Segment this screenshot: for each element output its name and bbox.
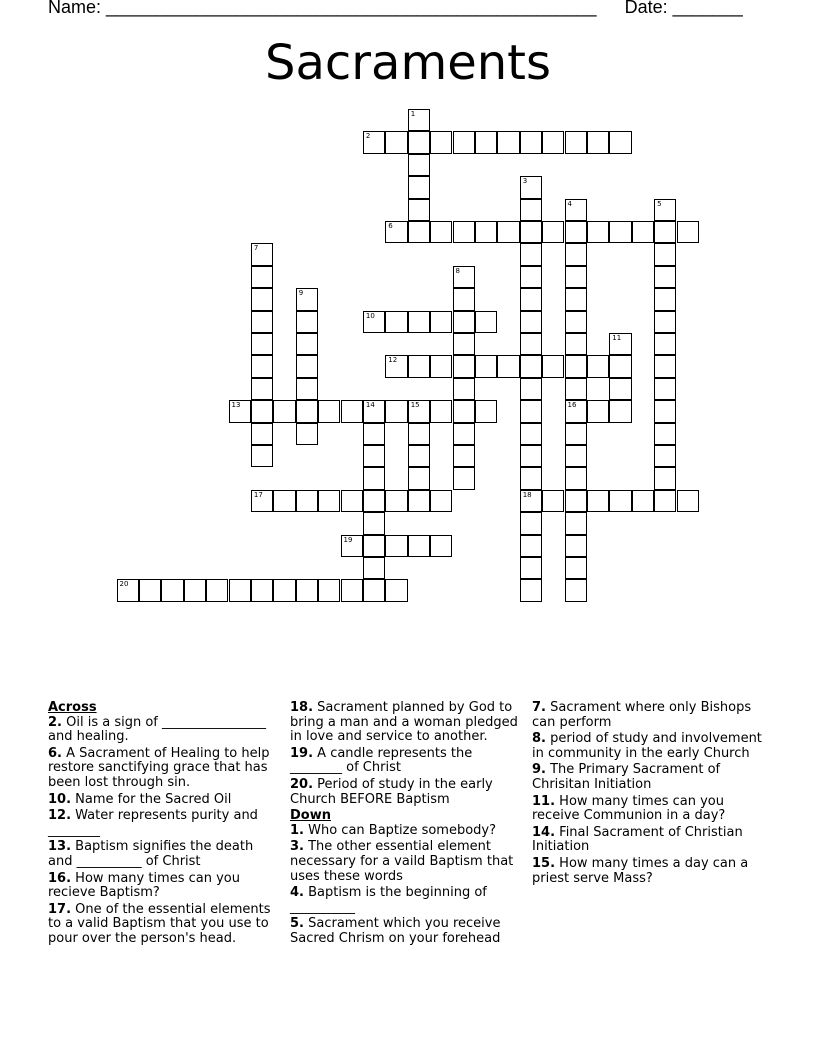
clue-number-label: 11.: [532, 793, 556, 809]
clue-number-label: 7.: [532, 700, 546, 715]
grid-cell[interactable]: [677, 221, 699, 243]
clue-item: [290, 701, 522, 745]
grid-cell[interactable]: [430, 400, 452, 422]
grid-cell[interactable]: [520, 535, 542, 557]
header: [48, 0, 743, 18]
clue-item: [532, 701, 764, 730]
clue-number-label: 19.: [290, 745, 314, 761]
grid-cell[interactable]: [341, 579, 363, 601]
clue-item: [290, 824, 522, 839]
grid-cell[interactable]: [251, 243, 273, 265]
clue-number: 2: [365, 132, 371, 141]
grid-cell[interactable]: [363, 423, 385, 445]
clue-number: 9: [298, 289, 304, 298]
grid-cell[interactable]: [251, 333, 273, 355]
clue-number: 5: [657, 199, 662, 208]
grid-cell[interactable]: [385, 535, 407, 557]
grid-cell[interactable]: [296, 400, 318, 422]
grid-cell[interactable]: [430, 311, 452, 333]
grid-cell[interactable]: [497, 355, 519, 377]
grid-cell[interactable]: [453, 423, 475, 445]
grid-cell[interactable]: [430, 221, 452, 243]
across-clues-list: [48, 716, 280, 947]
grid-cell[interactable]: [161, 579, 183, 601]
clue-number-label: 9.: [532, 762, 546, 778]
grid-cell[interactable]: [296, 355, 318, 377]
grid-cell[interactable]: [385, 131, 407, 153]
clue-text: Sacrament where only Bishops can perform: [532, 700, 752, 730]
grid-cell[interactable]: [229, 400, 251, 422]
grid-cell[interactable]: [363, 467, 385, 489]
grid-cell[interactable]: [609, 400, 631, 422]
clue-number: 12: [388, 356, 398, 365]
grid-cell[interactable]: [520, 512, 542, 534]
clue-number-label: 8.: [532, 731, 546, 747]
clue-text: Name for the Sacred Oil: [71, 791, 232, 807]
clue-item: [48, 903, 280, 947]
grid-cell[interactable]: [453, 355, 475, 377]
clue-text: Oil is a sign of ________________ and healing.: [48, 714, 266, 745]
across-clues-list-continued: [290, 701, 522, 807]
grid-cell[interactable]: [654, 378, 676, 400]
grid-cell[interactable]: [520, 557, 542, 579]
clue-number: 11: [612, 334, 622, 342]
grid-cell[interactable]: [520, 221, 542, 243]
grid-cell[interactable]: [520, 243, 542, 265]
grid-cell[interactable]: [453, 311, 475, 333]
clue-number-label: 20.: [290, 776, 314, 792]
down-clues-list-continued: [532, 701, 764, 886]
grid-cell[interactable]: [251, 423, 273, 445]
grid-cell[interactable]: [363, 311, 385, 333]
grid-cell[interactable]: [318, 400, 340, 422]
clue-item: [532, 795, 764, 824]
grid-cell[interactable]: [408, 423, 430, 445]
grid-cell[interactable]: [117, 579, 139, 601]
grid-cell[interactable]: [408, 467, 430, 489]
grid-cell[interactable]: [430, 535, 452, 557]
grid-cell[interactable]: [363, 490, 385, 512]
grid-cell[interactable]: [565, 512, 587, 534]
grid-cell[interactable]: [296, 378, 318, 400]
grid-cell[interactable]: [184, 579, 206, 601]
clues-column-2: [290, 701, 522, 949]
grid-cell[interactable]: [363, 400, 385, 422]
grid-cell[interactable]: [677, 490, 699, 512]
grid-cell[interactable]: [520, 445, 542, 467]
down-clues-list: [290, 824, 522, 947]
grid-cell[interactable]: [520, 199, 542, 221]
clue-text: How many times a day can a priest serve Mass?: [532, 855, 749, 886]
grid-cell[interactable]: [408, 176, 430, 198]
grid-cell[interactable]: [475, 311, 497, 333]
clue-number: 13: [231, 401, 241, 410]
clue-number-label: 15.: [532, 855, 556, 871]
clue-item: [532, 826, 764, 855]
grid-cell[interactable]: [520, 355, 542, 377]
grid-cell[interactable]: [654, 355, 676, 377]
grid-cell[interactable]: [408, 400, 430, 422]
clue-item: [290, 840, 522, 884]
grid-cell[interactable]: [453, 445, 475, 467]
grid-cell[interactable]: [565, 199, 587, 221]
name-field[interactable]: _________________________________________________: [106, 0, 597, 17]
grid-cell[interactable]: [341, 400, 363, 422]
grid-cell[interactable]: [408, 355, 430, 377]
grid-cell[interactable]: [587, 490, 609, 512]
clue-item: [48, 809, 280, 838]
grid-cell[interactable]: [453, 221, 475, 243]
clue-text: Baptism signifies the death and __________ of Christ: [48, 839, 254, 869]
grid-cell[interactable]: [385, 400, 407, 422]
grid-cell[interactable]: [385, 490, 407, 512]
grid-cell[interactable]: [654, 266, 676, 288]
grid-cell[interactable]: [453, 467, 475, 489]
grid-cell[interactable]: [251, 445, 273, 467]
grid-cell[interactable]: [587, 355, 609, 377]
grid-cell[interactable]: [520, 490, 542, 512]
clue-number-label: 6.: [48, 745, 62, 761]
grid-cell[interactable]: [520, 400, 542, 422]
grid-cell[interactable]: [497, 221, 519, 243]
grid-cell[interactable]: [520, 311, 542, 333]
grid-cell[interactable]: [273, 400, 295, 422]
grid-cell[interactable]: [565, 311, 587, 333]
grid-cell[interactable]: [251, 311, 273, 333]
clue-text: The other essential element necessary for a vaild Baptism that uses these words: [290, 839, 514, 884]
clue-number: 20: [119, 580, 129, 589]
grid-cell[interactable]: [408, 154, 430, 176]
grid-cell[interactable]: [363, 131, 385, 153]
clue-item: [290, 917, 522, 946]
grid-cell[interactable]: [430, 355, 452, 377]
grid-cell[interactable]: [453, 378, 475, 400]
clue-number-label: 13.: [48, 839, 72, 855]
grid-cell[interactable]: [520, 467, 542, 489]
date-field[interactable]: _______: [672, 0, 743, 17]
grid-cell[interactable]: [654, 243, 676, 265]
grid-cell[interactable]: [363, 512, 385, 534]
grid-cell[interactable]: [296, 579, 318, 601]
grid-cell[interactable]: [453, 131, 475, 153]
clue-text: The Primary Sacrament of Chrisitan Initiation: [532, 762, 721, 792]
grid-cell[interactable]: [206, 579, 228, 601]
grid-cell[interactable]: [609, 221, 631, 243]
grid-cell[interactable]: [654, 311, 676, 333]
grid-cell[interactable]: [475, 221, 497, 243]
clue-number: 19: [343, 535, 353, 544]
grid-cell[interactable]: [251, 400, 273, 422]
grid-cell[interactable]: [363, 557, 385, 579]
clue-text: How many times can you recieve Baptism?: [48, 870, 240, 901]
grid-cell[interactable]: [654, 333, 676, 355]
grid-cell[interactable]: [520, 579, 542, 601]
grid-cell[interactable]: [408, 311, 430, 333]
grid-cell[interactable]: [475, 131, 497, 153]
across-heading: Across: [48, 700, 97, 715]
grid-cell[interactable]: [385, 311, 407, 333]
grid-cell[interactable]: [565, 535, 587, 557]
grid-cell[interactable]: [363, 535, 385, 557]
grid-cell[interactable]: [251, 266, 273, 288]
clue-text: Sacrament planned by God to bring a man and a woman pledged in love and service to another.: [290, 700, 518, 745]
clue-text: One of the essential elements to a valid Baptism that you use to pour over the person's head.: [48, 901, 271, 946]
grid-cell[interactable]: [296, 288, 318, 310]
clue-number-label: 4.: [290, 885, 304, 901]
grid-cell[interactable]: [565, 333, 587, 355]
grid-cell[interactable]: [296, 311, 318, 333]
grid-cell[interactable]: [654, 221, 676, 243]
grid-cell[interactable]: [520, 288, 542, 310]
grid-cell[interactable]: [139, 579, 161, 601]
grid-cell[interactable]: [408, 199, 430, 221]
grid-cell[interactable]: [565, 557, 587, 579]
grid-cell[interactable]: [341, 490, 363, 512]
grid-cell[interactable]: [632, 490, 654, 512]
clue-item: [48, 747, 280, 791]
clue-text: Sacrament which you receive Sacred Chrism on your forehead: [290, 916, 501, 946]
grid-cell[interactable]: [654, 423, 676, 445]
grid-cell[interactable]: [520, 378, 542, 400]
grid-cell[interactable]: [542, 221, 564, 243]
grid-cell[interactable]: [654, 199, 676, 221]
clue-item: [532, 763, 764, 792]
grid-cell[interactable]: [542, 355, 564, 377]
grid-cell[interactable]: [430, 490, 452, 512]
clue-item: [290, 778, 522, 807]
clue-text: Water represents purity and ________: [48, 808, 258, 838]
grid-cell[interactable]: [408, 535, 430, 557]
grid-cell[interactable]: [565, 467, 587, 489]
grid-cell[interactable]: [408, 131, 430, 153]
clue-text: Who can Baptize somebody?: [303, 822, 497, 838]
grid-cell[interactable]: [520, 266, 542, 288]
grid-cell[interactable]: [251, 355, 273, 377]
grid-cell[interactable]: [453, 333, 475, 355]
grid-cell[interactable]: [363, 579, 385, 601]
clue-number-label: 2.: [48, 714, 62, 730]
grid-cell[interactable]: [542, 131, 564, 153]
grid-cell[interactable]: [565, 288, 587, 310]
grid-cell[interactable]: [565, 490, 587, 512]
grid-cell[interactable]: [565, 445, 587, 467]
grid-cell[interactable]: [654, 445, 676, 467]
clue-item: [48, 793, 280, 808]
grid-cell[interactable]: [296, 423, 318, 445]
clue-number: 1: [410, 110, 416, 118]
grid-cell[interactable]: [475, 355, 497, 377]
grid-cell[interactable]: [229, 579, 251, 601]
clue-number-label: 3.: [290, 839, 304, 855]
grid-cell[interactable]: [385, 355, 407, 377]
grid-cell[interactable]: [251, 288, 273, 310]
grid-cell[interactable]: [565, 355, 587, 377]
clue-text: How many times can you receive Communion in a day?: [532, 793, 726, 824]
grid-cell[interactable]: [565, 423, 587, 445]
clue-number-label: 16.: [48, 870, 72, 886]
name-label: Name:: [48, 0, 102, 17]
clue-number: 17: [253, 490, 263, 499]
grid-cell[interactable]: [565, 266, 587, 288]
clue-number: 4: [567, 199, 572, 208]
grid-cell[interactable]: [654, 467, 676, 489]
clue-number: 10: [365, 311, 375, 320]
clue-item: [48, 840, 280, 869]
grid-cell[interactable]: [385, 221, 407, 243]
grid-cell[interactable]: [654, 288, 676, 310]
grid-cell[interactable]: [565, 378, 587, 400]
clue-number: 15: [410, 401, 420, 410]
grid-cell[interactable]: [609, 355, 631, 377]
clue-item: [532, 732, 764, 761]
grid-cell[interactable]: [475, 400, 497, 422]
grid-cell[interactable]: [587, 221, 609, 243]
grid-cell[interactable]: [587, 400, 609, 422]
clue-item: [290, 747, 522, 776]
grid-cell[interactable]: [520, 176, 542, 198]
clue-text: Period of study in the early Church BEFORE Baptism: [290, 776, 493, 807]
clue-number-label: 14.: [532, 824, 556, 840]
grid-cell[interactable]: [609, 333, 631, 355]
date-label: Date:: [624, 0, 668, 17]
clue-item: [48, 716, 280, 745]
grid-cell[interactable]: [385, 579, 407, 601]
clue-text: period of study and involvement in community in the early Church: [532, 731, 762, 761]
grid-cell[interactable]: [565, 243, 587, 265]
clue-number: 8: [455, 266, 460, 275]
grid-cell[interactable]: [565, 131, 587, 153]
clue-number-label: 1.: [290, 822, 304, 838]
clue-number: 6: [388, 222, 393, 230]
grid-cell[interactable]: [453, 266, 475, 288]
clue-number-label: 17.: [48, 901, 72, 917]
page-title: Sacraments: [265, 35, 551, 91]
grid-cell[interactable]: [453, 288, 475, 310]
clue-number-label: 5.: [290, 916, 304, 932]
grid-cell[interactable]: [542, 490, 564, 512]
clue-item: [48, 872, 280, 901]
grid-cell[interactable]: [609, 131, 631, 153]
grid-cell[interactable]: [408, 109, 430, 131]
grid-cell[interactable]: [453, 400, 475, 422]
grid-cell[interactable]: [430, 131, 452, 153]
clue-number: 18: [522, 490, 532, 499]
grid-cell[interactable]: [609, 378, 631, 400]
grid-cell[interactable]: [273, 579, 295, 601]
grid-cell[interactable]: [318, 579, 340, 601]
down-heading: Down: [290, 808, 331, 824]
grid-cell[interactable]: [296, 333, 318, 355]
clue-number-label: 12.: [48, 808, 72, 824]
clue-text: A Sacrament of Healing to help restore sanctifying grace that has been lost through sin.: [48, 745, 270, 790]
grid-cell[interactable]: [520, 131, 542, 153]
clue-item: [290, 886, 522, 915]
grid-cell[interactable]: [587, 131, 609, 153]
clues-column-1: [48, 701, 280, 949]
clue-number-label: 18.: [290, 700, 314, 715]
clue-text: Final Sacrament of Christian Initiation: [532, 824, 743, 855]
grid-cell[interactable]: [251, 579, 273, 601]
grid-cell[interactable]: [318, 490, 340, 512]
grid-cell[interactable]: [296, 490, 318, 512]
grid-cell[interactable]: [654, 400, 676, 422]
grid-cell[interactable]: [632, 221, 654, 243]
grid-cell[interactable]: [341, 535, 363, 557]
grid-cell[interactable]: [609, 490, 631, 512]
grid-cell[interactable]: [408, 490, 430, 512]
clue-number: 7: [253, 244, 259, 253]
clue-number: 14: [365, 401, 375, 410]
clue-number-label: 10.: [48, 791, 72, 807]
grid-cell[interactable]: [654, 490, 676, 512]
clue-number: 16: [567, 401, 577, 410]
grid-cell[interactable]: [408, 445, 430, 467]
grid-cell[interactable]: [565, 400, 587, 422]
grid-cell[interactable]: [273, 490, 295, 512]
clue-number: 3: [522, 177, 528, 186]
grid-cell[interactable]: [520, 423, 542, 445]
grid-cell[interactable]: [520, 333, 542, 355]
clue-item: [532, 857, 764, 886]
grid-cell[interactable]: [565, 221, 587, 243]
grid-cell[interactable]: [251, 490, 273, 512]
grid-cell[interactable]: [497, 131, 519, 153]
grid-cell[interactable]: [408, 221, 430, 243]
grid-cell[interactable]: [363, 445, 385, 467]
clue-text: Baptism is the beginning of __________: [290, 885, 487, 915]
grid-cell[interactable]: [251, 378, 273, 400]
clue-text: A candle represents the ________ of Christ: [290, 745, 473, 776]
grid-cell[interactable]: [565, 579, 587, 601]
clues-column-3: [532, 701, 764, 888]
